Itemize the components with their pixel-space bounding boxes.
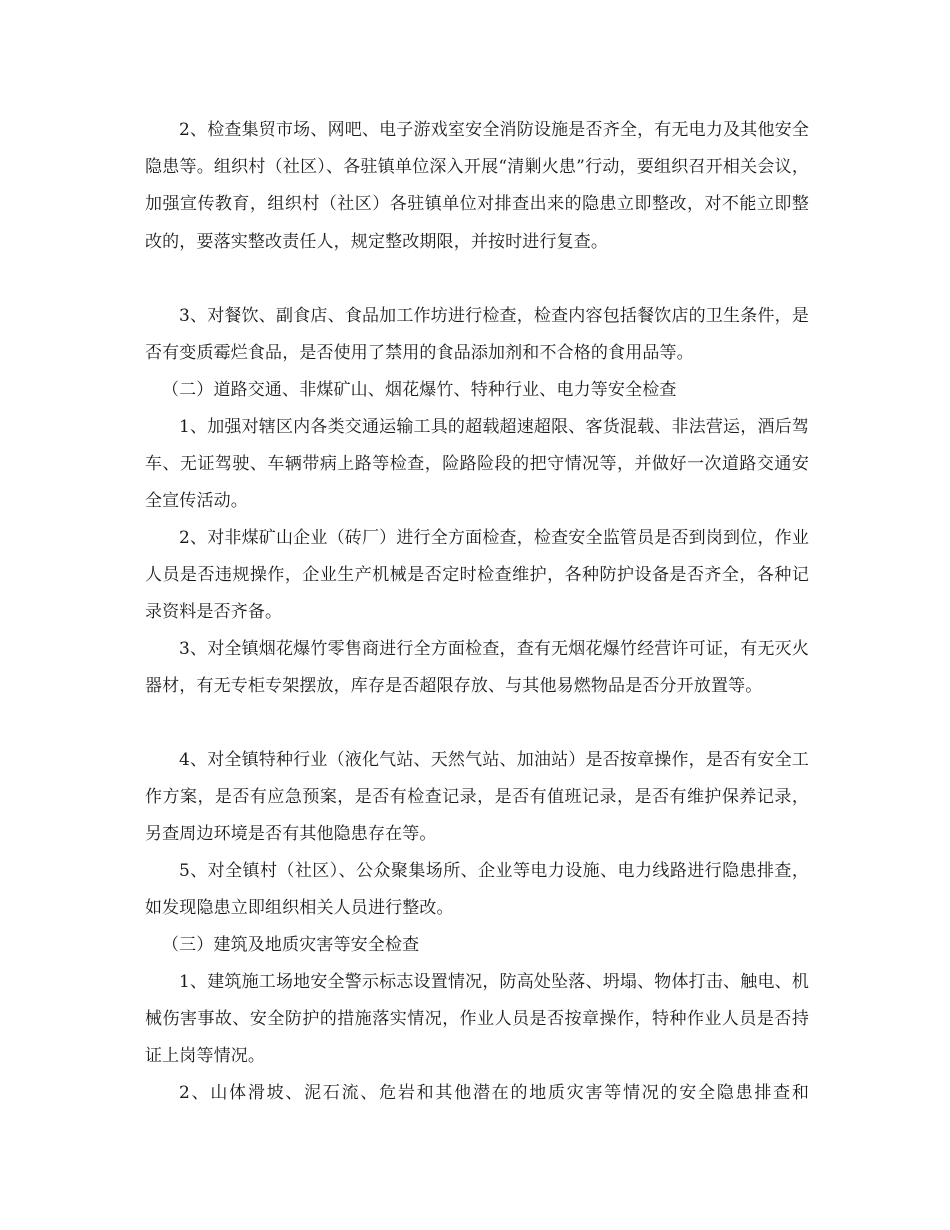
paragraph-power-inspection: 5、对全镇村（社区）、公众聚集场所、企业等电力设施、电力线路进行隐患排查，如发现隐患立即组织相关人员进行整改。 bbox=[145, 861, 809, 919]
paragraph-fireworks-inspection: 3、对全镇烟花爆竹零售商进行全方面检查，查有无烟花爆竹经营许可证，有无灭火器材，有无专柜专架摆放，库存是否超限存放、与其他易燃物品是否分开放置等。 bbox=[145, 639, 809, 697]
paragraph-special-industry-inspection: 4、对全镇特种行业（液化气站、天然气站、加油站）是否按章操作，是否有安全工作方案，是否有应急预案，是否有检查记录，是否有值班记录，是否有维护保养记录，另查周边环境是否有其他隐患存在等。 bbox=[145, 750, 809, 845]
section-heading-traffic: （二）道路交通、非煤矿山、烟花爆竹、特种行业、电力等安全检查 bbox=[162, 380, 677, 400]
paragraph-market-inspection: 2、检查集贸市场、网吧、电子游戏室安全消防设施是否齐全，有无电力及其他安全隐患等。组织村（社区）、各驻镇单位深入开展“清剿火患”行动，要组织召开相关会议，加强宣传教育，组织村（社区）各驻镇单位对排查出来的隐患立即整改，对不能立即整改的，要落实整改责任人，规定整改期限，并按时进行复查。 bbox=[145, 120, 809, 252]
paragraph-traffic-inspection: 1、加强对辖区内各类交通运输工具的超载超速超限、客货混载、非法营运，酒后驾车、无证驾驶、车辆带病上路等检查，险路险段的把守情况等，并做好一次道路交通安全宣传活动。 bbox=[145, 417, 809, 512]
paragraph-mine-inspection: 2、对非煤矿山企业（砖厂）进行全方面检查，检查安全监管员是否到岗到位，作业人员是否违规操作，企业生产机械是否定时检查维护，各种防护设备是否齐全，各种记录资料是否齐备。 bbox=[145, 528, 809, 623]
paragraph-construction-inspection: 1、建筑施工场地安全警示标志设置情况，防高处坠落、坍塌、物体打击、触电、机械伤害事故、安全防护的措施落实情况，作业人员是否按章操作，特种作业人员是否持证上岗等情况。 bbox=[145, 972, 809, 1067]
paragraph-food-inspection: 3、对餐饮、副食店、食品加工作坊进行检查，检查内容包括餐饮店的卫生条件，是否有变质霉烂食品，是否使用了禁用的食品添加剂和不合格的食用品等。 bbox=[145, 306, 809, 364]
paragraph-geology-inspection: 2、山体滑坡、泥石流、危岩和其他潜在的地质灾害等情况的安全隐患排查和 bbox=[179, 1083, 809, 1103]
section-heading-construction: （三）建筑及地质灾害等安全检查 bbox=[162, 935, 420, 955]
